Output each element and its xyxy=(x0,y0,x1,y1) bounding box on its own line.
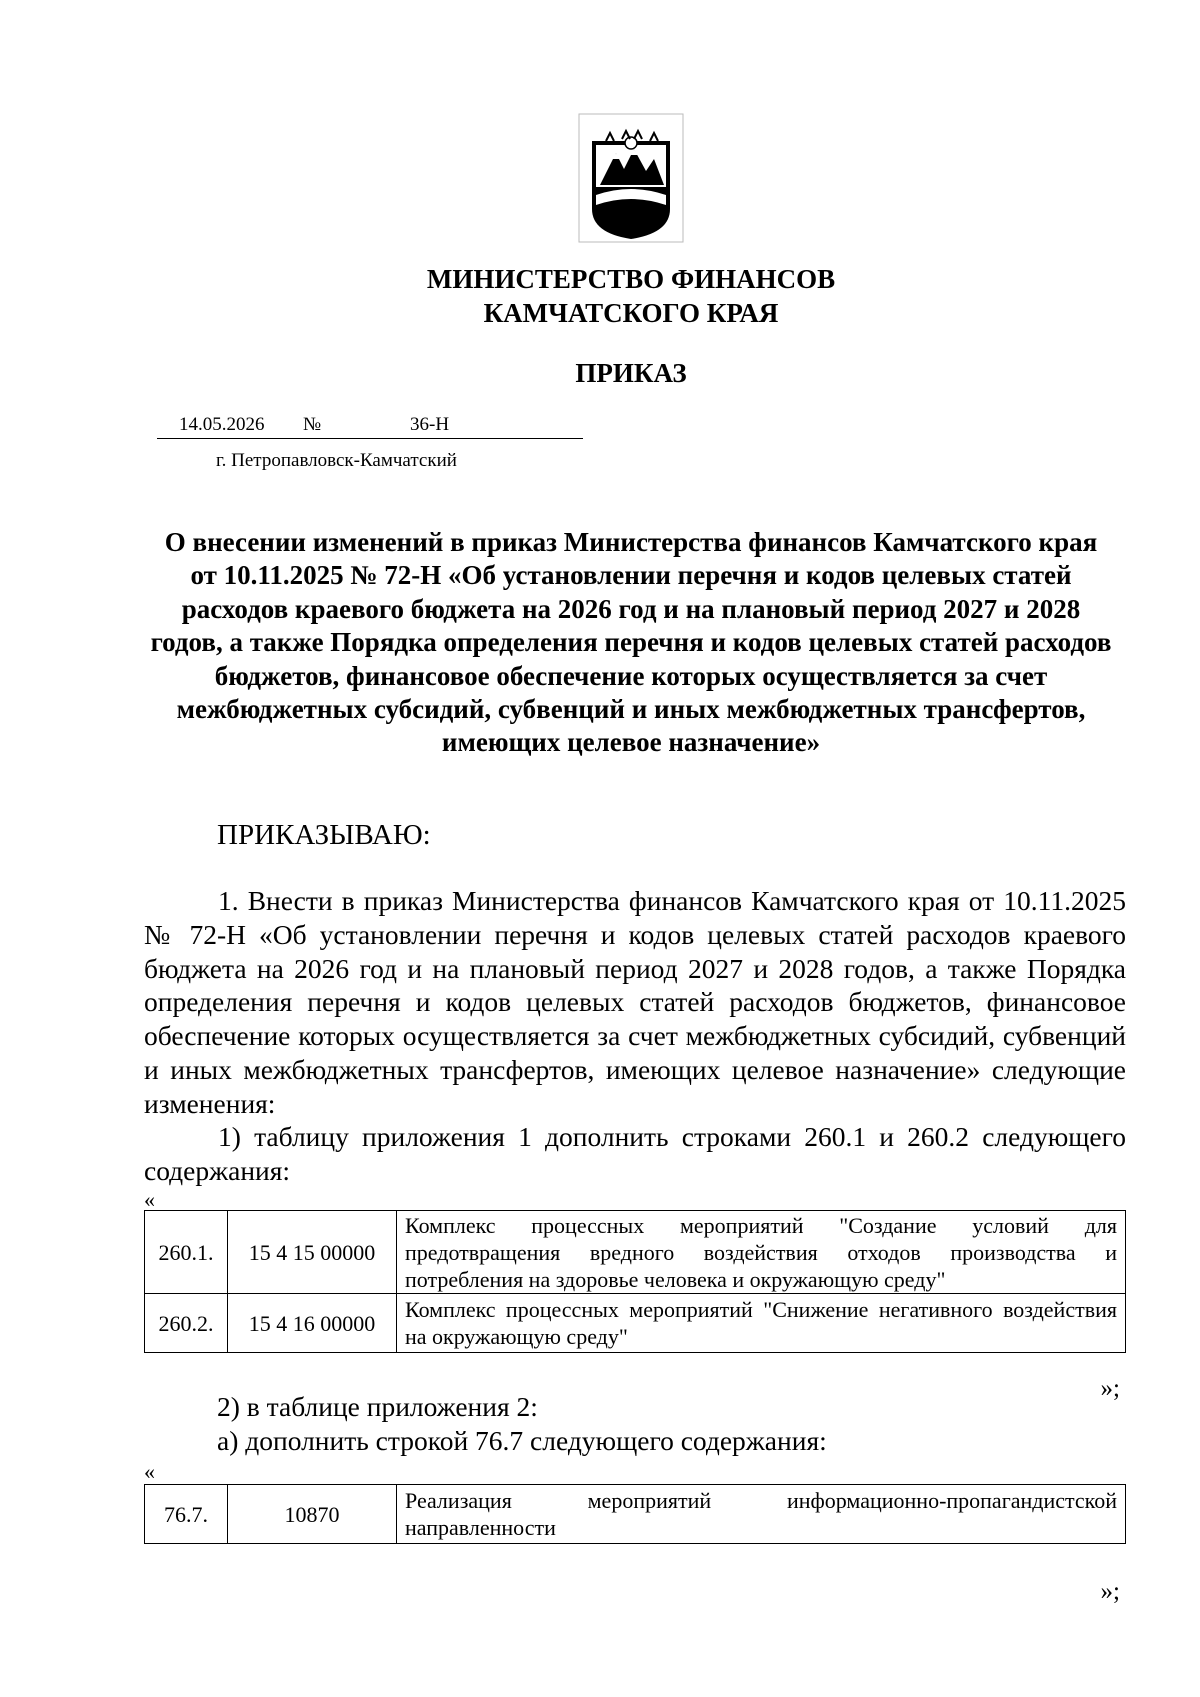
document-city: г. Петропавловск-Камчатский xyxy=(216,450,457,471)
table-row xyxy=(145,1211,1126,1294)
table-row xyxy=(145,1294,1126,1353)
insert-table-2 xyxy=(144,1484,1126,1544)
paragraph-1-item-1: 1) таблицу приложения 1 дополнить строками 260.1 и 260.2 следующего содержания: xyxy=(144,1121,1126,1186)
table-row xyxy=(145,1485,1126,1544)
row-number: 260.2. xyxy=(145,1294,228,1353)
document-type-title: ПРИКАЗ xyxy=(575,358,687,388)
coat-of-arms-emblem xyxy=(578,113,684,243)
row-text: Комплекс процессных мероприятий "Снижение негативного воздействия на окружающую среду" xyxy=(397,1294,1126,1353)
ministry-name-line2: КАМЧАТСКОГО КРАЯ xyxy=(483,298,779,328)
paragraph-1-item-2: 2) в таблице приложения 2: xyxy=(217,1391,538,1422)
row-text: Реализация мероприятий информационно-пропагандистской направленности xyxy=(397,1485,1126,1544)
quote-close-1: »; xyxy=(1100,1375,1120,1402)
row-text: Комплекс процессных мероприятий "Создание условий для предотвращения вредного воздействия отходов производства и потребления на здоровье человека и окружающую среду" xyxy=(397,1211,1126,1294)
document-subject: О внесении изменений в приказ Министерства финансов Камчатского края от 10.11.2025 № 72-Н «Об установлении перечня и кодов целевых статей расходов краевого бюджета на 2026 год и на плановый период 2027 и 2028 годов, а также Порядка определения перечня и кодов целевых статей расходов бюджетов, финансовое обеспечение которых осуществляется за счет межбюджетных субсидий, субвенций и иных межбюджетных трансфертов, имеющих целевое назначение» xyxy=(150,527,1112,758)
row-code: 15 4 15 00000 xyxy=(228,1211,397,1294)
row-number: 260.1. xyxy=(145,1211,228,1294)
row-code: 10870 xyxy=(228,1485,397,1544)
quote-close-2: »; xyxy=(1100,1578,1120,1605)
paragraph-1: 1. Внести в приказ Министерства финансов Камчатского края от 10.11.2025 № 72-Н «Об установлении перечня и кодов целевых статей расходов краевого бюджета на 2026 год и на плановый период 2027 и 2028 годов, а также Порядка определения перечня и кодов целевых статей расходов бюджетов, финансовое обеспечение которых осуществляется за счет межбюджетных субсидий, субвенций и иных межбюджетных трансфертов, имеющих целевое назначение» следующие изменения: xyxy=(144,885,1126,1119)
paragraph-1-item-2a: а) дополнить строкой 76.7 следующего содержания: xyxy=(217,1425,827,1456)
number-sign: № xyxy=(303,414,322,435)
row-code: 15 4 16 00000 xyxy=(228,1294,397,1353)
orders-word: ПРИКАЗЫВАЮ: xyxy=(217,819,431,851)
document-date: 14.05.2026 xyxy=(179,414,265,435)
insert-table-1 xyxy=(144,1210,1126,1353)
ministry-name-line1: МИНИСТЕРСТВО ФИНАНСОВ xyxy=(426,264,836,294)
document-number: 36-Н xyxy=(410,414,450,435)
date-number-line xyxy=(157,414,583,439)
row-number: 76.7. xyxy=(145,1485,228,1544)
quote-open-2: « xyxy=(144,1459,155,1484)
quote-open-1: « xyxy=(144,1187,155,1212)
